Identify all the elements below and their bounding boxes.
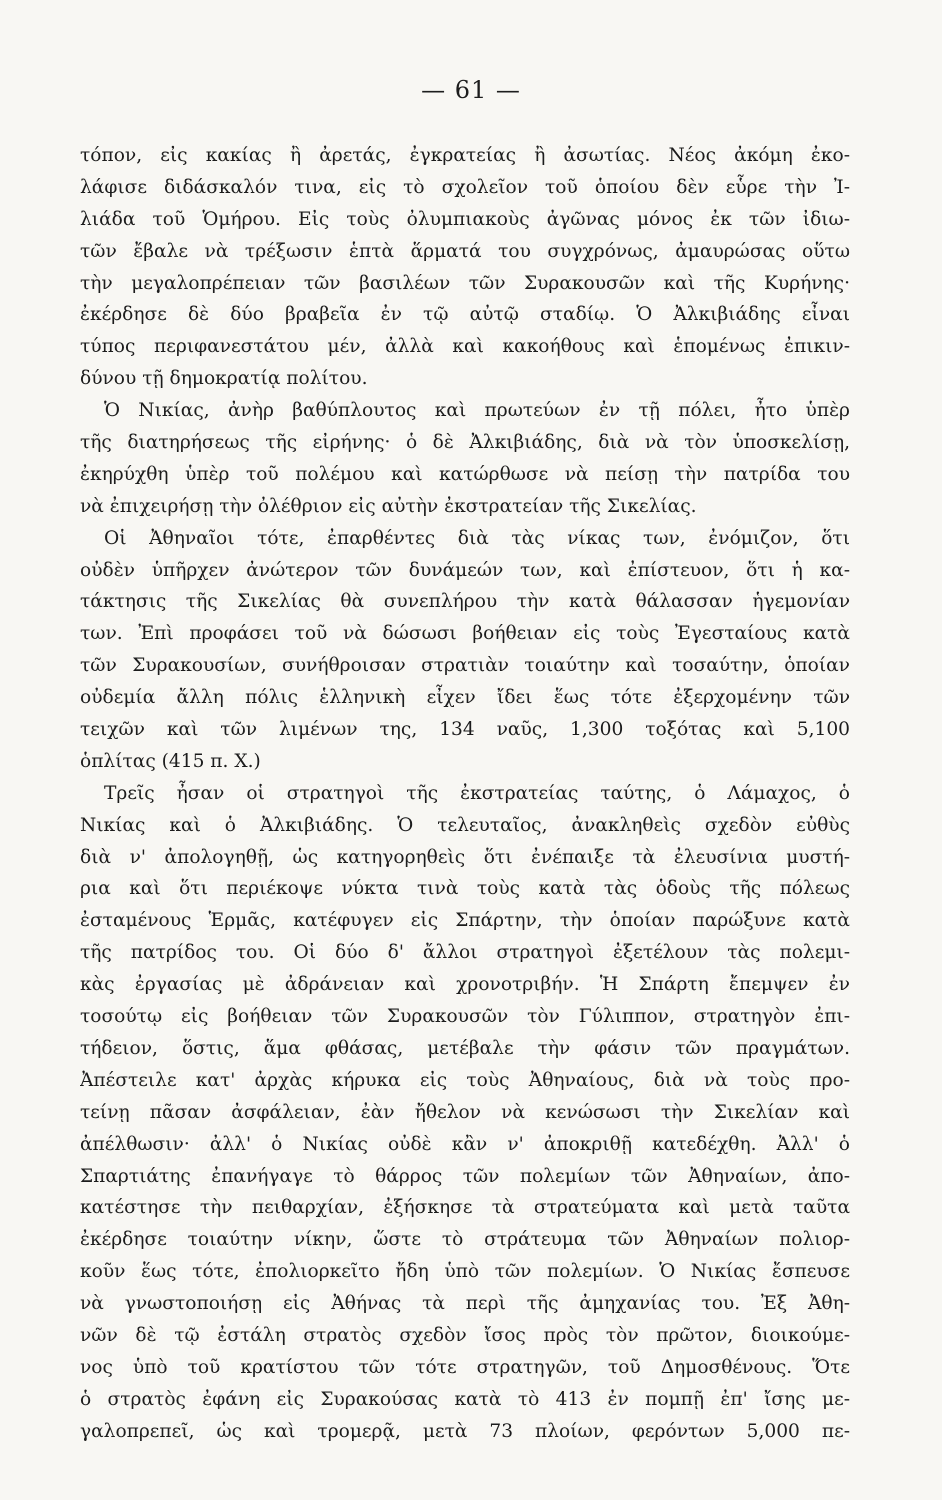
text-line: ὁπλίτας (415 π. Χ.) (80, 750, 261, 772)
text-line: τῶν Συρακουσίων, συνήθροισαν στρατιὰν τοιαύτην καὶ τοσαύτην, ὁποίαν (80, 655, 850, 677)
text-line: δύνου τῇ δημοκρατίᾳ πολίτου. (80, 368, 368, 390)
text-line: τῶν ἔβαλε νὰ τρέξωσιν ἑπτὰ ἅρματά του συγχρόνως, ἀμαυρώσας οὕτω (80, 240, 850, 262)
text-line: γαλοπρεπεῖ, ὡς καὶ τρομερᾷ, μετὰ 73 πλοίων, φερόντων 5,000 πε- (80, 1420, 850, 1442)
text-line: ἐκέρδησε τοιαύτην νίκην, ὥστε τὸ στράτευμα τῶν Ἀθηναίων πολιορ- (80, 1229, 850, 1251)
text-line: λιάδα τοῦ Ὁμήρου. Εἰς τοὺς ὀλυμπιακοὺς ἀγῶνας μόνος ἐκ τῶν ἰδιω- (80, 208, 850, 230)
text-line: ἐκηρύχθη ὑπὲρ τοῦ πολέμου καὶ κατώρθωσε νὰ πείσῃ τὴν πατρίδα του (80, 463, 850, 485)
text-line: των. Ἐπὶ προφάσει τοῦ νὰ δώσωσι βοήθειαν εἰς τοὺς Ἐγεσταίους κατὰ (80, 623, 850, 645)
text-line: Οἱ Ἀθηναῖοι τότε, ἐπαρθέντες διὰ τὰς νίκας των, ἐνόμιζον, ὅτι (104, 527, 850, 549)
text-line: τῆς διατηρήσεως τῆς εἰρήνης· ὁ δὲ Ἀλκιβιάδης, διὰ νὰ τὸν ὑποσκελίσῃ, (80, 432, 850, 454)
text-line: διὰ ν' ἀπολογηθῇ, ὡς κατηγορηθεὶς ὅτι ἐνέπαιξε τὰ ἐλευσίνια μυστή- (80, 846, 850, 868)
text-line: ὁ στρατὸς ἐφάνη εἰς Συρακούσας κατὰ τὸ 413 ἐν πομπῇ ἐπ' ἴσης με- (80, 1388, 850, 1410)
text-line: νῶν δὲ τῷ ἐστάλη στρατὸς σχεδὸν ἴσος πρὸς τὸν πρῶτον, διοικούμε- (80, 1324, 850, 1346)
text-line: Τρεῖς ἦσαν οἱ στρατηγοὶ τῆς ἐκστρατείας ταύτης, ὁ Λάμαχος, ὁ (104, 782, 850, 804)
text-line: κατέστησε τὴν πειθαρχίαν, ἐξήσκησε τὰ στρατεύματα καὶ μετὰ ταῦτα (80, 1197, 850, 1219)
text-line: κοῦν ἕως τότε, ἐπολιορκεῖτο ἤδη ὑπὸ τῶν πολεμίων. Ὁ Νικίας ἔσπευσε (80, 1261, 850, 1283)
body-text (80, 140, 850, 1448)
text-line: τῆς πατρίδος του. Οἱ δύο δ' ἄλλοι στρατηγοὶ ἐξετέλουν τὰς πολεμι- (80, 942, 850, 964)
text-line: οὐδὲν ὑπῆρχεν ἀνώτερον τῶν δυνάμεών των, καὶ ἐπίστευον, ὅτι ἡ κα- (80, 559, 850, 581)
text-line: ἐσταμένους Ἑρμᾶς, κατέφυγεν εἰς Σπάρτην, τὴν ὁποίαν παρώξυνε κατὰ (80, 910, 850, 932)
text-line: λάφισε διδάσκαλόν τινα, εἰς τὸ σχολεῖον τοῦ ὁποίου δὲν εὗρε τὴν Ἰ- (80, 176, 850, 198)
text-line: τόπον, εἰς κακίας ἢ ἀρετάς, ἐγκρατείας ἢ ἀσωτίας. Νέος ἀκόμη ἐκο- (80, 145, 850, 166)
text-line: ρια καὶ ὅτι περιέκοψε νύκτα τινὰ τοὺς κατὰ τὰς ὁδοὺς τῆς πόλεως (80, 878, 850, 900)
text-line: ἐκέρδησε δὲ δύο βραβεῖα ἐν τῷ αὐτῷ σταδίῳ. Ὁ Ἀλκιβιάδης εἶναι (80, 304, 850, 326)
text-line: νὰ γνωστοποιήσῃ εἰς Ἀθήνας τὰ περὶ τῆς ἀμηχανίας του. Ἐξ Ἀθη- (80, 1293, 850, 1315)
text-line: Νικίας καὶ ὁ Ἀλκιβιάδης. Ὁ τελευταῖος, ἀνακληθεὶς σχεδὸν εὐθὺς (80, 814, 850, 836)
text-line: Σπαρτιάτης ἐπανήγαγε τὸ θάρρος τῶν πολεμίων τῶν Ἀθηναίων, ἀπο- (80, 1165, 850, 1187)
text-line: τειχῶν καὶ τῶν λιμένων της, 134 ναῦς, 1,300 τοξότας καὶ 5,100 (80, 719, 850, 741)
text-line: τὴν μεγαλοπρέπειαν τῶν βασιλέων τῶν Συρακουσῶν καὶ τῆς Κυρήνης· (80, 272, 850, 294)
text-line: τείνῃ πᾶσαν ἀσφάλειαν, ἐὰν ἤθελον νὰ κενώσωσι τὴν Σικελίαν καὶ (80, 1101, 850, 1123)
text-line: νὰ ἐπιχειρήσῃ τὴν ὀλέθριον εἰς αὐτὴν ἐκστρατείαν τῆς Σικελίας. (80, 495, 697, 517)
text-line: νος ὑπὸ τοῦ κρατίστου τῶν τότε στρατηγῶν, τοῦ Δημοσθένους. Ὅτε (80, 1356, 850, 1378)
text-line: Ὁ Νικίας, ἀνὴρ βαθύπλουτος καὶ πρωτεύων ἐν τῇ πόλει, ἦτο ὑπὲρ (104, 400, 850, 422)
text-line: τήδειον, ὅστις, ἅμα φθάσας, μετέβαλε τὴν φάσιν τῶν πραγμάτων. (80, 1037, 850, 1059)
page-number: — 61 — (421, 76, 521, 104)
text-line: Ἀπέστειλε κατ' ἀρχὰς κήρυκα εἰς τοὺς Ἀθηναίους, διὰ νὰ τοὺς προ- (80, 1069, 850, 1091)
text-line: κὰς ἐργασίας μὲ ἀδράνειαν καὶ χρονοτριβήν. Ἡ Σπάρτη ἔπεμψεν ἐν (80, 974, 850, 996)
text-line: τάκτησις τῆς Σικελίας θὰ συνεπλήρου τὴν κατὰ θάλασσαν ἡγεμονίαν (80, 591, 850, 613)
text-line: τύπος περιφανεστάτου μέν, ἀλλὰ καὶ κακοήθους καὶ ἑπομένως ἐπικιν- (80, 336, 850, 358)
text-line: τοσούτῳ εἰς βοήθειαν τῶν Συρακουσῶν τὸν Γύλιππον, στρατηγὸν ἐπι- (80, 1006, 850, 1028)
text-line: ἀπέλθωσιν· ἀλλ' ὁ Νικίας οὐδὲ κἂν ν' ἀποκριθῇ κατεδέχθη. Ἀλλ' ὁ (80, 1133, 850, 1155)
text-line: οὐδεμία ἄλλη πόλις ἑλληνικὴ εἶχεν ἴδει ἕως τότε ἐξερχομένην τῶν (80, 687, 850, 709)
